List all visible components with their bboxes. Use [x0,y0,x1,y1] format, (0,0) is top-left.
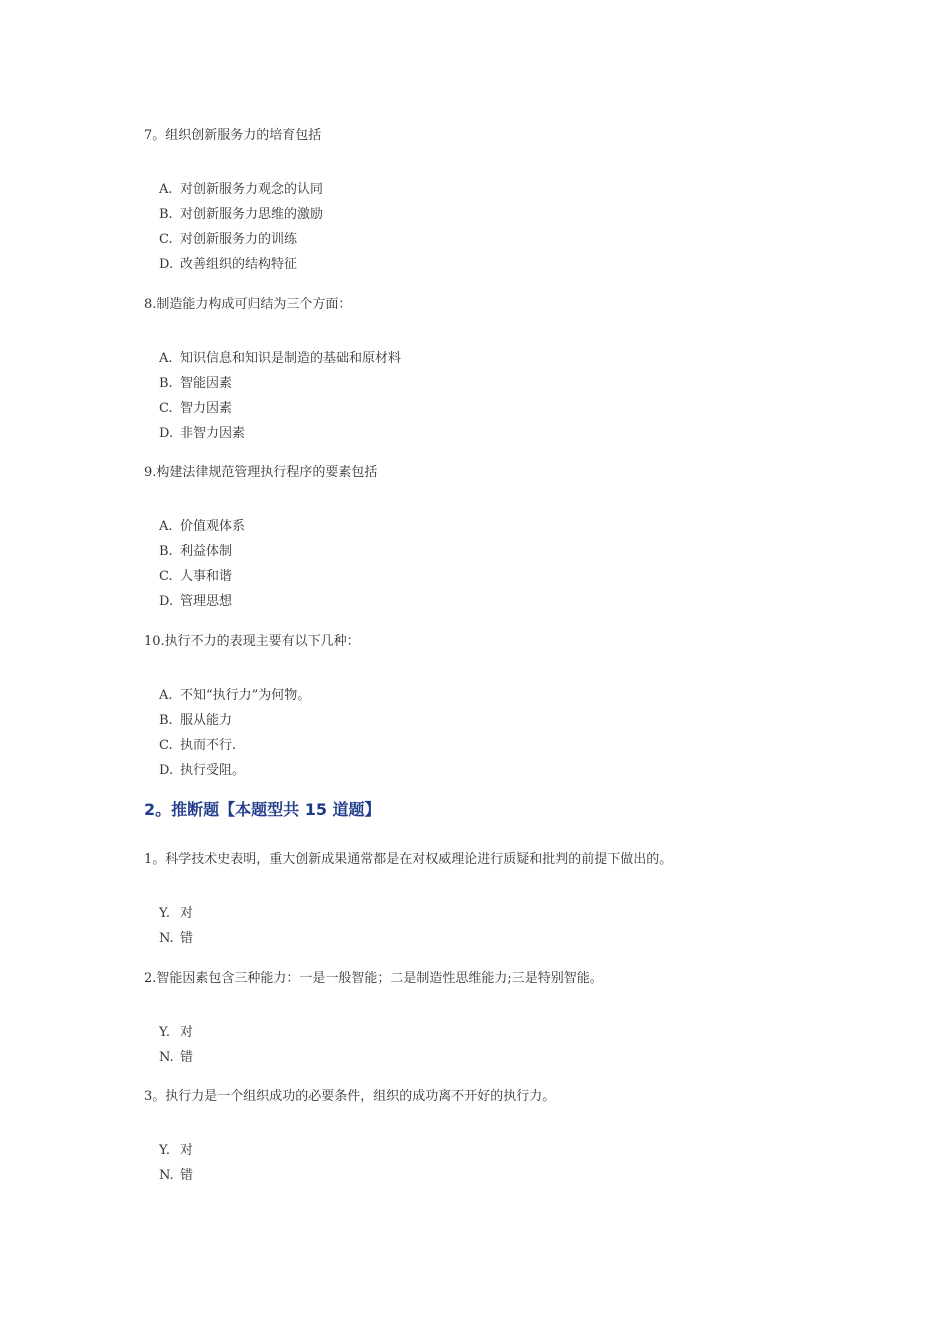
question-10 [144,633,904,783]
option-text: 非智力因素 [180,426,246,441]
option-letter: C. [159,232,173,247]
option-text: 知识信息和知识是制造的基础和原材料 [180,351,402,366]
option-c [159,564,904,589]
option-n [159,1045,904,1070]
option-c [159,733,904,758]
option-text: 价值观体系 [180,519,246,534]
option-text: 对创新服务力的训练 [180,232,298,247]
option-text: 错 [180,931,194,946]
option-d [159,252,904,277]
question-text: 2.智能因素包含三种能力：一是一般智能；二是制造性思维能力;三是特别智能。 [144,971,603,986]
option-letter: D. [159,426,174,441]
option-text: 对创新服务力观念的认同 [180,182,324,197]
option-text: 智力因素 [180,401,233,416]
option-text: 执行受阻。 [180,763,246,778]
option-text: 错 [180,1050,194,1065]
option-n [159,1163,904,1188]
options-list [144,346,904,446]
option-b [159,708,904,733]
option-letter: Y. [159,1025,171,1040]
option-letter: A. [159,688,173,703]
option-d [159,589,904,614]
option-d [159,421,904,446]
question-7 [144,127,904,277]
question-text: 7。组织创新服务力的培育包括 [144,128,322,143]
option-text: 对 [180,906,194,921]
question-8 [144,296,904,446]
option-text: 服从能力 [180,713,233,728]
judgment-question-2 [144,970,904,1070]
question-text: 1。科学技术史表明，重大创新成果通常都是在对权威理论进行质疑和批判的前提下做出的。 [144,852,673,867]
option-text: 人事和谐 [180,569,233,584]
option-letter: B. [159,207,173,222]
question-text: 10.执行不力的表现主要有以下几种： [144,634,360,649]
options-list [144,514,904,614]
judgment-question-3 [144,1088,904,1188]
option-y [159,1020,904,1045]
option-a [159,346,904,371]
option-n [159,926,904,951]
option-letter: C. [159,738,173,753]
option-b [159,539,904,564]
section-heading: 2。推断题【本题型共 15 道题】 [144,800,381,819]
option-b [159,371,904,396]
option-text: 利益体制 [180,544,233,559]
option-text: 对创新服务力思维的激励 [180,207,324,222]
option-text: 管理思想 [180,594,233,609]
options-list [144,901,904,951]
options-list [144,683,904,783]
option-c [159,396,904,421]
options-list [144,1020,904,1070]
option-letter: A. [159,351,173,366]
question-text: 8.制造能力构成可归结为三个方面： [144,297,352,312]
option-d [159,758,904,783]
option-letter: A. [159,519,173,534]
option-letter: D. [159,763,174,778]
option-letter: B. [159,544,173,559]
option-letter: N. [159,1050,174,1065]
question-9 [144,464,904,614]
option-text: 改善组织的结构特征 [180,257,298,272]
option-text: 对 [180,1025,194,1040]
option-text: 智能因素 [180,376,233,391]
option-letter: B. [159,376,173,391]
question-text: 3。执行力是一个组织成功的必要条件，组织的成功离不开好的执行力。 [144,1089,556,1104]
option-a [159,177,904,202]
option-letter: D. [159,257,174,272]
option-text: 错 [180,1168,194,1183]
question-text: 9.构建法律规范管理执行程序的要素包括 [144,465,378,480]
option-y [159,901,904,926]
option-text: 不知“执行力”为何物。 [180,688,311,703]
options-list [144,177,904,277]
option-letter: B. [159,713,173,728]
option-text: 对 [180,1143,194,1158]
option-letter: D. [159,594,174,609]
option-a [159,514,904,539]
option-text: 执而不行. [180,738,237,753]
option-letter: Y. [159,1143,171,1158]
option-letter: C. [159,401,173,416]
option-letter: Y. [159,906,171,921]
option-b [159,202,904,227]
options-list [144,1138,904,1188]
option-y [159,1138,904,1163]
option-c [159,227,904,252]
option-a [159,683,904,708]
option-letter: A. [159,182,173,197]
option-letter: N. [159,1168,174,1183]
judgment-question-1 [144,851,904,951]
option-letter: C. [159,569,173,584]
option-letter: N. [159,931,174,946]
